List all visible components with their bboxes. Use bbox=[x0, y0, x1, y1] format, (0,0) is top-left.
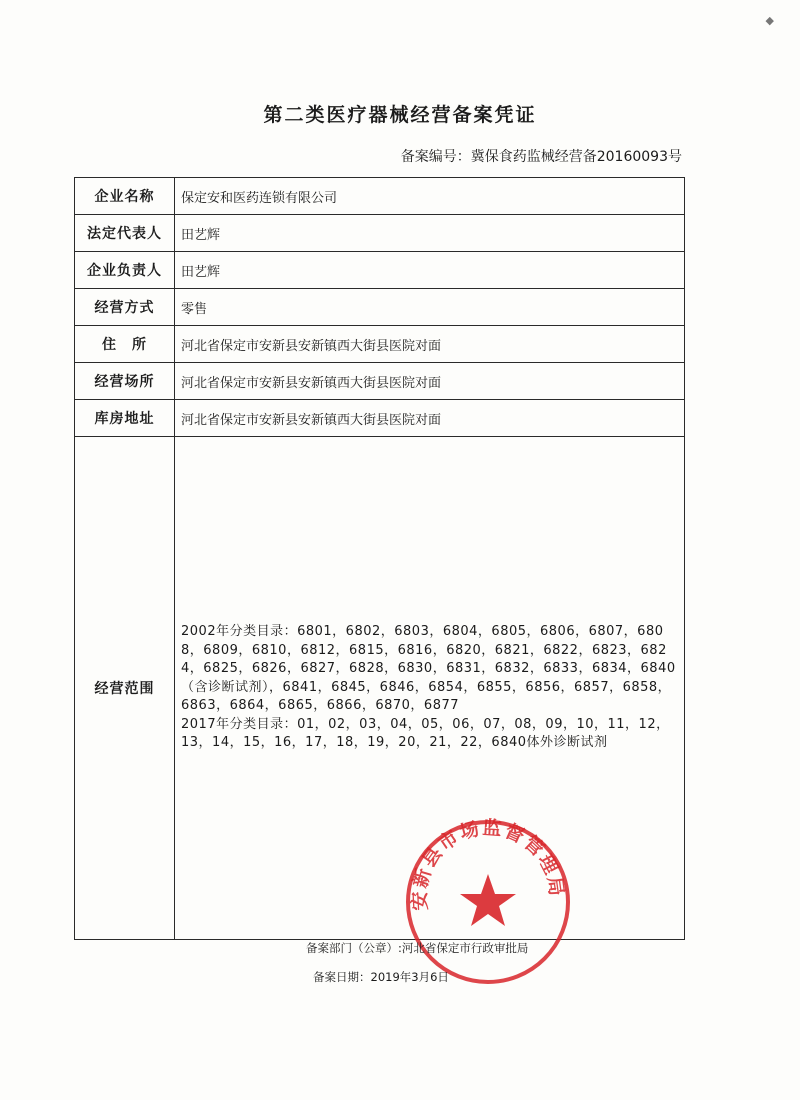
table-row bbox=[75, 363, 685, 400]
seal-star-icon bbox=[460, 874, 516, 926]
scope-row bbox=[75, 437, 685, 940]
scope-2002-catalog: 2002年分类目录：6801，6802，6803，6804，6805，6806，6807，6808，6809，6810，6812，6815，6816，6820，6821，6822，6823，6824，6825，6826，6827，6828，6830，6831，6832，6833，6834，6840（含诊断试剂），6841，6845，6846，6854，6855，6856，6857，6858，6863，6864，6865，6866，6870，6877 bbox=[181, 624, 676, 714]
scope-2017-catalog: 2017年分类目录：01，02，03，04，05，06，07，08，09，10，11，12，13，14，15，16，17，18，19，20，21，22，6840体外诊断试剂 bbox=[181, 716, 670, 751]
field-label: 企业负责人 bbox=[75, 252, 175, 289]
official-seal bbox=[398, 812, 578, 992]
scope-label: 经营范围 bbox=[75, 437, 175, 940]
field-label: 住 所 bbox=[75, 326, 175, 363]
field-value: 零售 bbox=[175, 289, 685, 326]
document-title: 第二类医疗器械经营备案凭证 bbox=[263, 104, 537, 126]
field-label: 法定代表人 bbox=[75, 215, 175, 252]
field-label: 经营场所 bbox=[75, 363, 175, 400]
certificate-table bbox=[74, 177, 685, 940]
table-row bbox=[75, 289, 685, 326]
table-row bbox=[75, 215, 685, 252]
field-value: 河北省保定市安新县安新镇西大街县医院对面 bbox=[175, 400, 685, 437]
field-value: 保定安和医药连锁有限公司 bbox=[175, 178, 685, 215]
record-number: 备案编号：冀保食药监械经营备20160093号 bbox=[400, 149, 682, 165]
field-value: 河北省保定市安新县安新镇西大街县医院对面 bbox=[175, 363, 685, 400]
field-value: 田艺辉 bbox=[175, 215, 685, 252]
table-row bbox=[75, 178, 685, 215]
field-label: 经营方式 bbox=[75, 289, 175, 326]
filing-date: 备案日期：2019年3月6日 bbox=[313, 970, 449, 984]
seal-text-path: 安新县市场监督管理局 bbox=[408, 816, 568, 912]
table-row bbox=[75, 326, 685, 363]
table-row bbox=[75, 400, 685, 437]
table-row bbox=[75, 252, 685, 289]
field-label: 企业名称 bbox=[75, 178, 175, 215]
scan-mark: ◆ bbox=[765, 14, 774, 27]
field-value: 田艺辉 bbox=[175, 252, 685, 289]
filing-department: 备案部门（公章）:河北省保定市行政审批局 bbox=[306, 941, 529, 955]
field-label: 库房地址 bbox=[75, 400, 175, 437]
field-value: 河北省保定市安新县安新镇西大街县医院对面 bbox=[175, 326, 685, 363]
